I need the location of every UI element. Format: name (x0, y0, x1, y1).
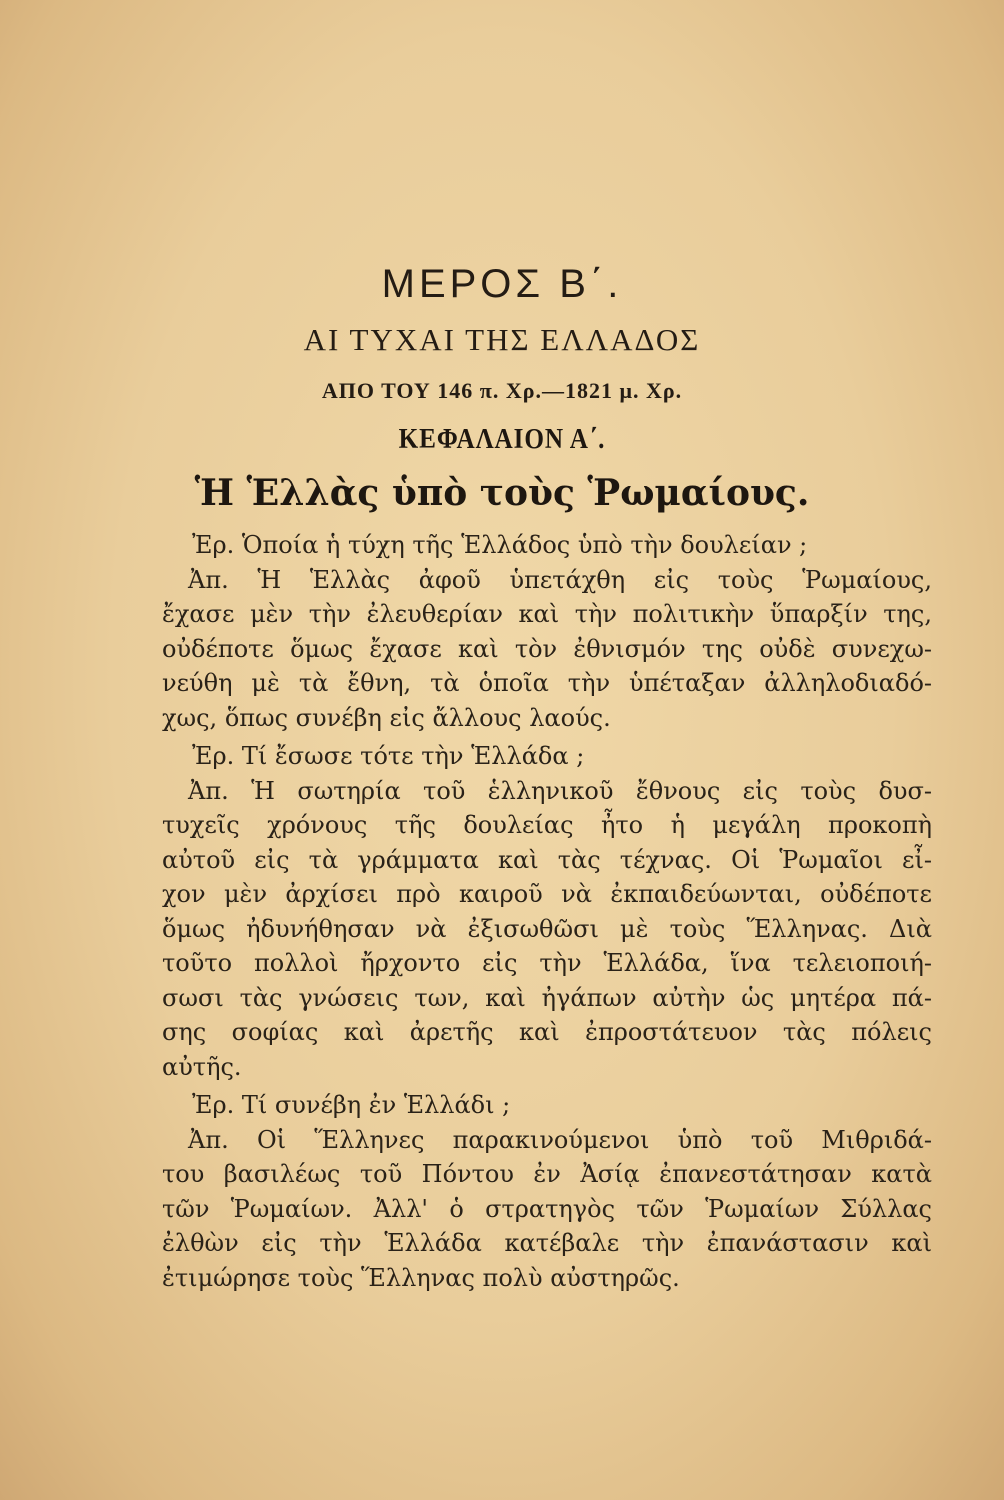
answer-line: Ἀπ. Οἱ Ἕλληνες παρακινούμενοι ὑπὸ τοῦ Μιθριδά- (188, 1125, 932, 1154)
answer-line: Ἀπ. Ἡ Ἑλλὰς ἀφοῦ ὑπετάχθη εἰς τοὺς Ῥωμαίους, (188, 565, 932, 594)
answer-line: αὐτοῦ εἰς τὰ γράμματα καὶ τὰς τέχνας. Οἱ Ῥωμαῖοι εἶ- (162, 845, 932, 874)
answer-line: τυχεῖς χρόνους τῆς δουλείας ἦτο ἡ μεγάλη προκοπὴ (162, 811, 932, 839)
answer-line: του βασιλέως τοῦ Πόντου ἐν Ἀσίᾳ ἐπανεστάτησαν κατὰ (162, 1160, 932, 1188)
answer-line: τῶν Ῥωμαίων. Ἀλλ' ὁ στρατηγὸς τῶν Ῥωμαίων Σύλλας (162, 1194, 932, 1223)
answer-line: σης σοφίας καὶ ἀρετῆς καὶ ἐπροστάτευον τὰς πόλεις (162, 1018, 932, 1046)
part-heading: ΜΕΡΟΣ Β΄. (381, 262, 623, 306)
answer-line: χον μὲν ἀρχίσει πρὸ καιροῦ νὰ ἐκπαιδεύωνται, οὐδέποτε (162, 880, 932, 908)
answer-line: οὐδέποτε ὅμως ἔχασε καὶ τὸν ἐθνισμόν της οὐδὲ συνεχω- (162, 634, 932, 663)
section-title: ΑΙ ΤΥΧΑΙ ΤΗΣ ΕΛΛΑΔΟΣ (303, 322, 701, 357)
answer-line: σωσι τὰς γνώσεις των, καὶ ἠγάπων αὐτὴν ὡς μητέρα πά- (162, 983, 932, 1012)
answer-line: ἐτιμώρησε τοὺς Ἕλληνας πολὺ αὐστηρῶς. (162, 1263, 680, 1292)
question-line: Ἐρ. Ὁποία ἡ τύχη τῆς Ἑλλάδος ὑπὸ τὴν δουλείαν ; (192, 531, 808, 559)
question-line: Ἐρ. Τί ἔσωσε τότε τὴν Ἑλλάδα ; (192, 742, 585, 770)
answer-line: τοῦτο πολλοὶ ἤρχοντο εἰς τὴν Ἑλλάδα, ἵνα τελειοποιή- (162, 949, 932, 977)
question-line: Ἐρ. Τί συνέβη ἐν Ἑλλάδι ; (192, 1091, 511, 1119)
chapter-subtitle: Ἡ Ἑλλὰς ὑπὸ τοὺς Ῥωμαίους. (194, 472, 810, 514)
answer-line: αὐτῆς. (162, 1052, 242, 1081)
chapter-heading: ΚΕΦΑΛΑΙΟΝ Α΄. (398, 424, 606, 455)
answer-line: νεύθη μὲ τὰ ἔθνη, τὰ ὁποῖα τὴν ὑπέταξαν ἀλληλοδιαδό- (162, 669, 932, 697)
period-subheading: ΑΠΟ ΤΟΥ 146 π. Χρ.—1821 μ. Χρ. (321, 378, 683, 403)
answer-line: ἔχασε μὲν τὴν ἐλευθερίαν καὶ τὴν πολιτικὴν ὕπαρξίν της, (162, 600, 932, 628)
answer-line: Ἀπ. Ἡ σωτηρία τοῦ ἑλληνικοῦ ἔθνους εἰς τοὺς δυσ- (188, 776, 932, 805)
answer-line: ὅμως ἠδυνήθησαν νὰ ἐξισωθῶσι μὲ τοὺς Ἕλληνας. Διὰ (162, 914, 932, 943)
answer-line: χως, ὅπως συνέβη εἰς ἄλλους λαούς. (162, 703, 611, 732)
body-text (162, 528, 932, 1295)
answer-line: ἐλθὼν εἰς τὴν Ἑλλάδα κατέβαλε τὴν ἐπανάστασιν καὶ (162, 1229, 932, 1257)
